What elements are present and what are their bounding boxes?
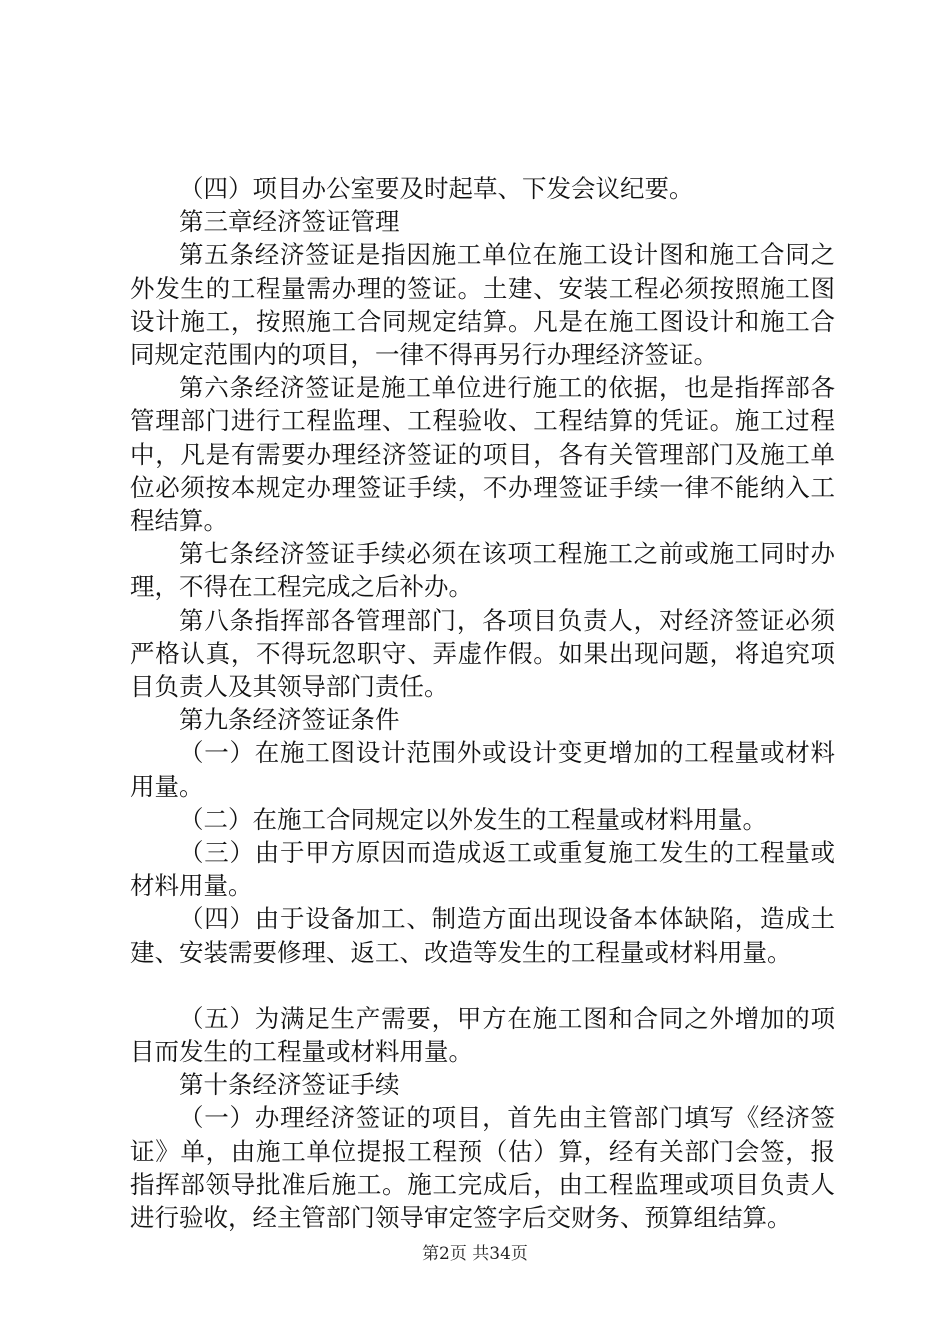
paragraph-meeting-minutes: （四）项目办公室要及时起草、下发会议纪要。 (179, 174, 694, 203)
paragraph-article-7: 第七条经济签证手续必须在该项工程施工之前或施工同时办理，不得在工程完成之后补办。 (130, 539, 835, 602)
paragraph-condition-1: （一）在施工图设计范围外或设计变更增加的工程量或材料用量。 (130, 738, 835, 801)
paragraph-condition-2: （二）在施工合同规定以外发生的工程量或材料用量。 (179, 804, 767, 834)
paragraph-procedure-1: （一）办理经济签证的项目，首先由主管部门填写《经济签证》单，由施工单位提报工程预（估）算，经有关部门会签，报指挥部领导批准后施工。施工完成后，由工程监理或项目负责人进行验收，经主管部门领导审定签字后交财务、预算组结算。 (130, 1103, 835, 1233)
paragraph-condition-5: （五）为满足生产需要，甲方在施工图和合同之外增加的项目而发生的工程量或材料用量。 (130, 1003, 835, 1067)
paragraph-condition-3: （三）由于甲方原因而造成返工或重复施工发生的工程量或材料用量。 (130, 838, 835, 901)
paragraph-article-10-heading: 第十条经济签证手续 (179, 1070, 400, 1100)
paragraph-article-6: 第六条经济签证是施工单位进行施工的依据，也是指挥部各管理部门进行工程监理、工程验收、工程结算的凭证。施工过程中，凡是有需要办理经济签证的项目，各有关管理部门及施工单位必须按本规定办理签证手续，不办理签证手续一律不能纳入工程结算。 (130, 373, 835, 536)
paragraph-condition-4: （四）由于设备加工、制造方面出现设备本体缺陷，造成土建、安装需要修理、返工、改造等发生的工程量或材料用量。 (130, 904, 835, 967)
paragraph-article-8: 第八条指挥部各管理部门，各项目负责人，对经济签证必须严格认真，不得玩忽职守、弄虚作假。如果出现问题，将追究项目负责人及其领导部门责任。 (130, 605, 835, 702)
paragraph-article-5: 第五条经济签证是指因施工单位在施工设计图和施工合同之外发生的工程量需办理的签证。土建、安装工程必须按照施工图设计施工，按照施工合同规定结算。凡是在施工图设计和施工合同规定范围内的项目，一律不得再另行办理经济签证。 (130, 240, 835, 370)
chapter-heading-economic-visa: 第三章经济签证管理 (179, 207, 400, 237)
document-body (130, 172, 835, 1234)
paragraph-article-9-heading: 第九条经济签证条件 (179, 705, 400, 735)
page-number-footer: 第2页 共34页 (422, 1244, 528, 1264)
